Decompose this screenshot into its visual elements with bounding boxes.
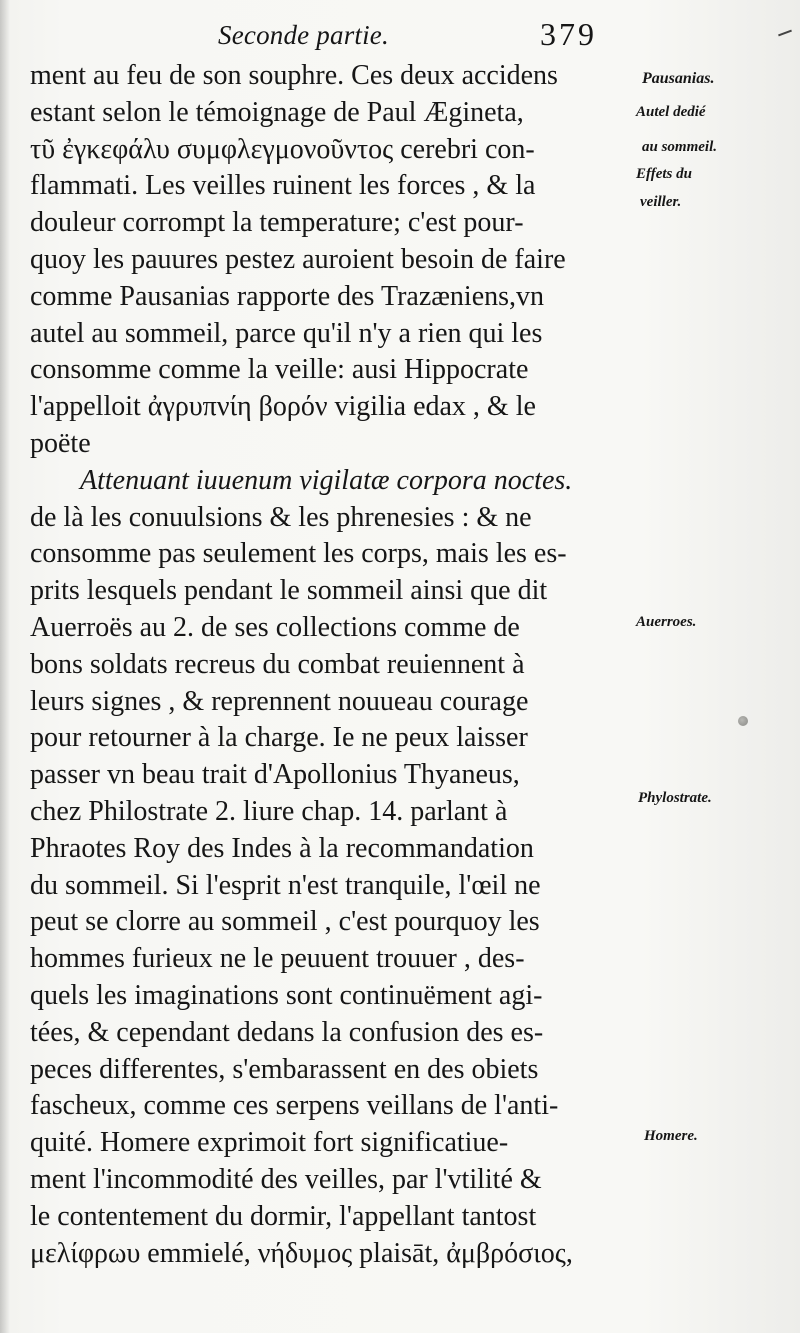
- text-line-30: quité. Homere exprimoit fort significatiue-: [30, 1127, 509, 1159]
- text-line-21: chez Philostrate 2. liure chap. 14. parlant à: [30, 795, 508, 827]
- text-line-31: ment l'incommodité des veilles, par l'vtilité &: [30, 1163, 542, 1195]
- running-head-title: Seconde partie.: [218, 20, 389, 50]
- text-line-25: hommes furieux ne le peuuent trouuer , des-: [30, 943, 525, 975]
- text-line-5: douleur corrompt la temperature; c'est pour-: [30, 207, 524, 239]
- marginal-note-homere: Homere.: [644, 1128, 698, 1144]
- marginal-note-phylostrate: Phylostrate.: [638, 790, 712, 806]
- text-line-27: tées, & cependant dedans la confusion des es-: [30, 1016, 544, 1048]
- marginal-note-autel-line1: Autel dedié: [636, 104, 706, 120]
- text-line-4: flammati. Les veilles ruinent les forces , & la: [30, 170, 536, 202]
- main-text-block: [30, 58, 635, 1272]
- marginal-note-pausanias: Pausanias.: [642, 70, 715, 87]
- text-line-19: pour retourner à la charge. Ie ne peux laisser: [30, 722, 528, 754]
- verse-quotation: Attenuant iuuenum vigilatæ corpora noctes.: [80, 464, 573, 496]
- text-line-14: consomme pas seulement les corps, mais les es-: [30, 538, 567, 570]
- text-line-18: leurs signes , & reprennent nouueau courage: [30, 685, 529, 717]
- text-line-9: consomme comme la veille: ausi Hippocrate: [30, 354, 529, 386]
- marginal-note-autel-line2: au sommeil.: [642, 139, 718, 155]
- text-line-24: peut se clorre au sommeil , c'est pourquoy les: [30, 906, 540, 938]
- text-line-29: fascheux, comme ces serpens veillans de l'anti-: [30, 1090, 559, 1122]
- marginal-note-effets-line1: Effets du: [636, 166, 692, 182]
- text-line-1: ment au feu de son souphre. Ces deux accidens: [30, 60, 558, 91]
- text-line-8: autel au sommeil, parce qu'il n'y a rien qui les: [30, 317, 543, 349]
- text-line-15: prits lesquels pendant le sommeil ainsi que dit: [30, 575, 548, 607]
- text-line-11: poëte: [30, 427, 91, 459]
- text-line-13: de là les conuulsions & les phrenesies : & ne: [30, 501, 532, 533]
- text-line-28: peces differentes, s'embarassent en des obiets: [30, 1053, 539, 1085]
- page-gutter-shadow: [0, 0, 10, 1333]
- text-line-33: μελίφρωυ emmielé, νήδυμος plaisāt, ἀμβρόσιος,: [30, 1237, 573, 1269]
- text-line-6: quoy les pauures pestez auroient besoin de faire: [30, 243, 566, 275]
- marginal-note-auerroes: Auerroes.: [636, 614, 697, 630]
- text-line-16: Auerroës au 2. de ses collections comme de: [30, 611, 520, 643]
- text-line-23: du sommeil. Si l'esprit n'est tranquile, l'œil ne: [30, 869, 541, 901]
- text-line-32: le contentement du dormir, l'appellant tantost: [30, 1200, 537, 1232]
- text-line-17: bons soldats recreus du combat reuiennent à: [30, 648, 525, 680]
- text-line-3: τῦ ἐγκεφάλυ συμφλεγμονοῦντος cerebri con-: [30, 133, 535, 165]
- running-head: [0, 14, 800, 54]
- paper-stain: [738, 716, 748, 726]
- text-line-26: quels les imaginations sont continuëment agi-: [30, 979, 543, 1011]
- page-number: 379: [540, 16, 597, 52]
- text-line-22: Phraotes Roy des Indes à la recommandation: [30, 832, 534, 864]
- marginal-note-effets-line2: veiller.: [640, 194, 682, 210]
- text-line-7: comme Pausanias rapporte des Trazæniens,vn: [30, 280, 545, 312]
- text-line-20: passer vn beau trait d'Apollonius Thyaneus,: [30, 759, 520, 791]
- text-line-10: l'appelloit ἀγρυπνίη βορόν vigilia edax , & le: [30, 391, 536, 423]
- text-line-2: estant selon le témoignage de Paul Ægineta,: [30, 96, 524, 128]
